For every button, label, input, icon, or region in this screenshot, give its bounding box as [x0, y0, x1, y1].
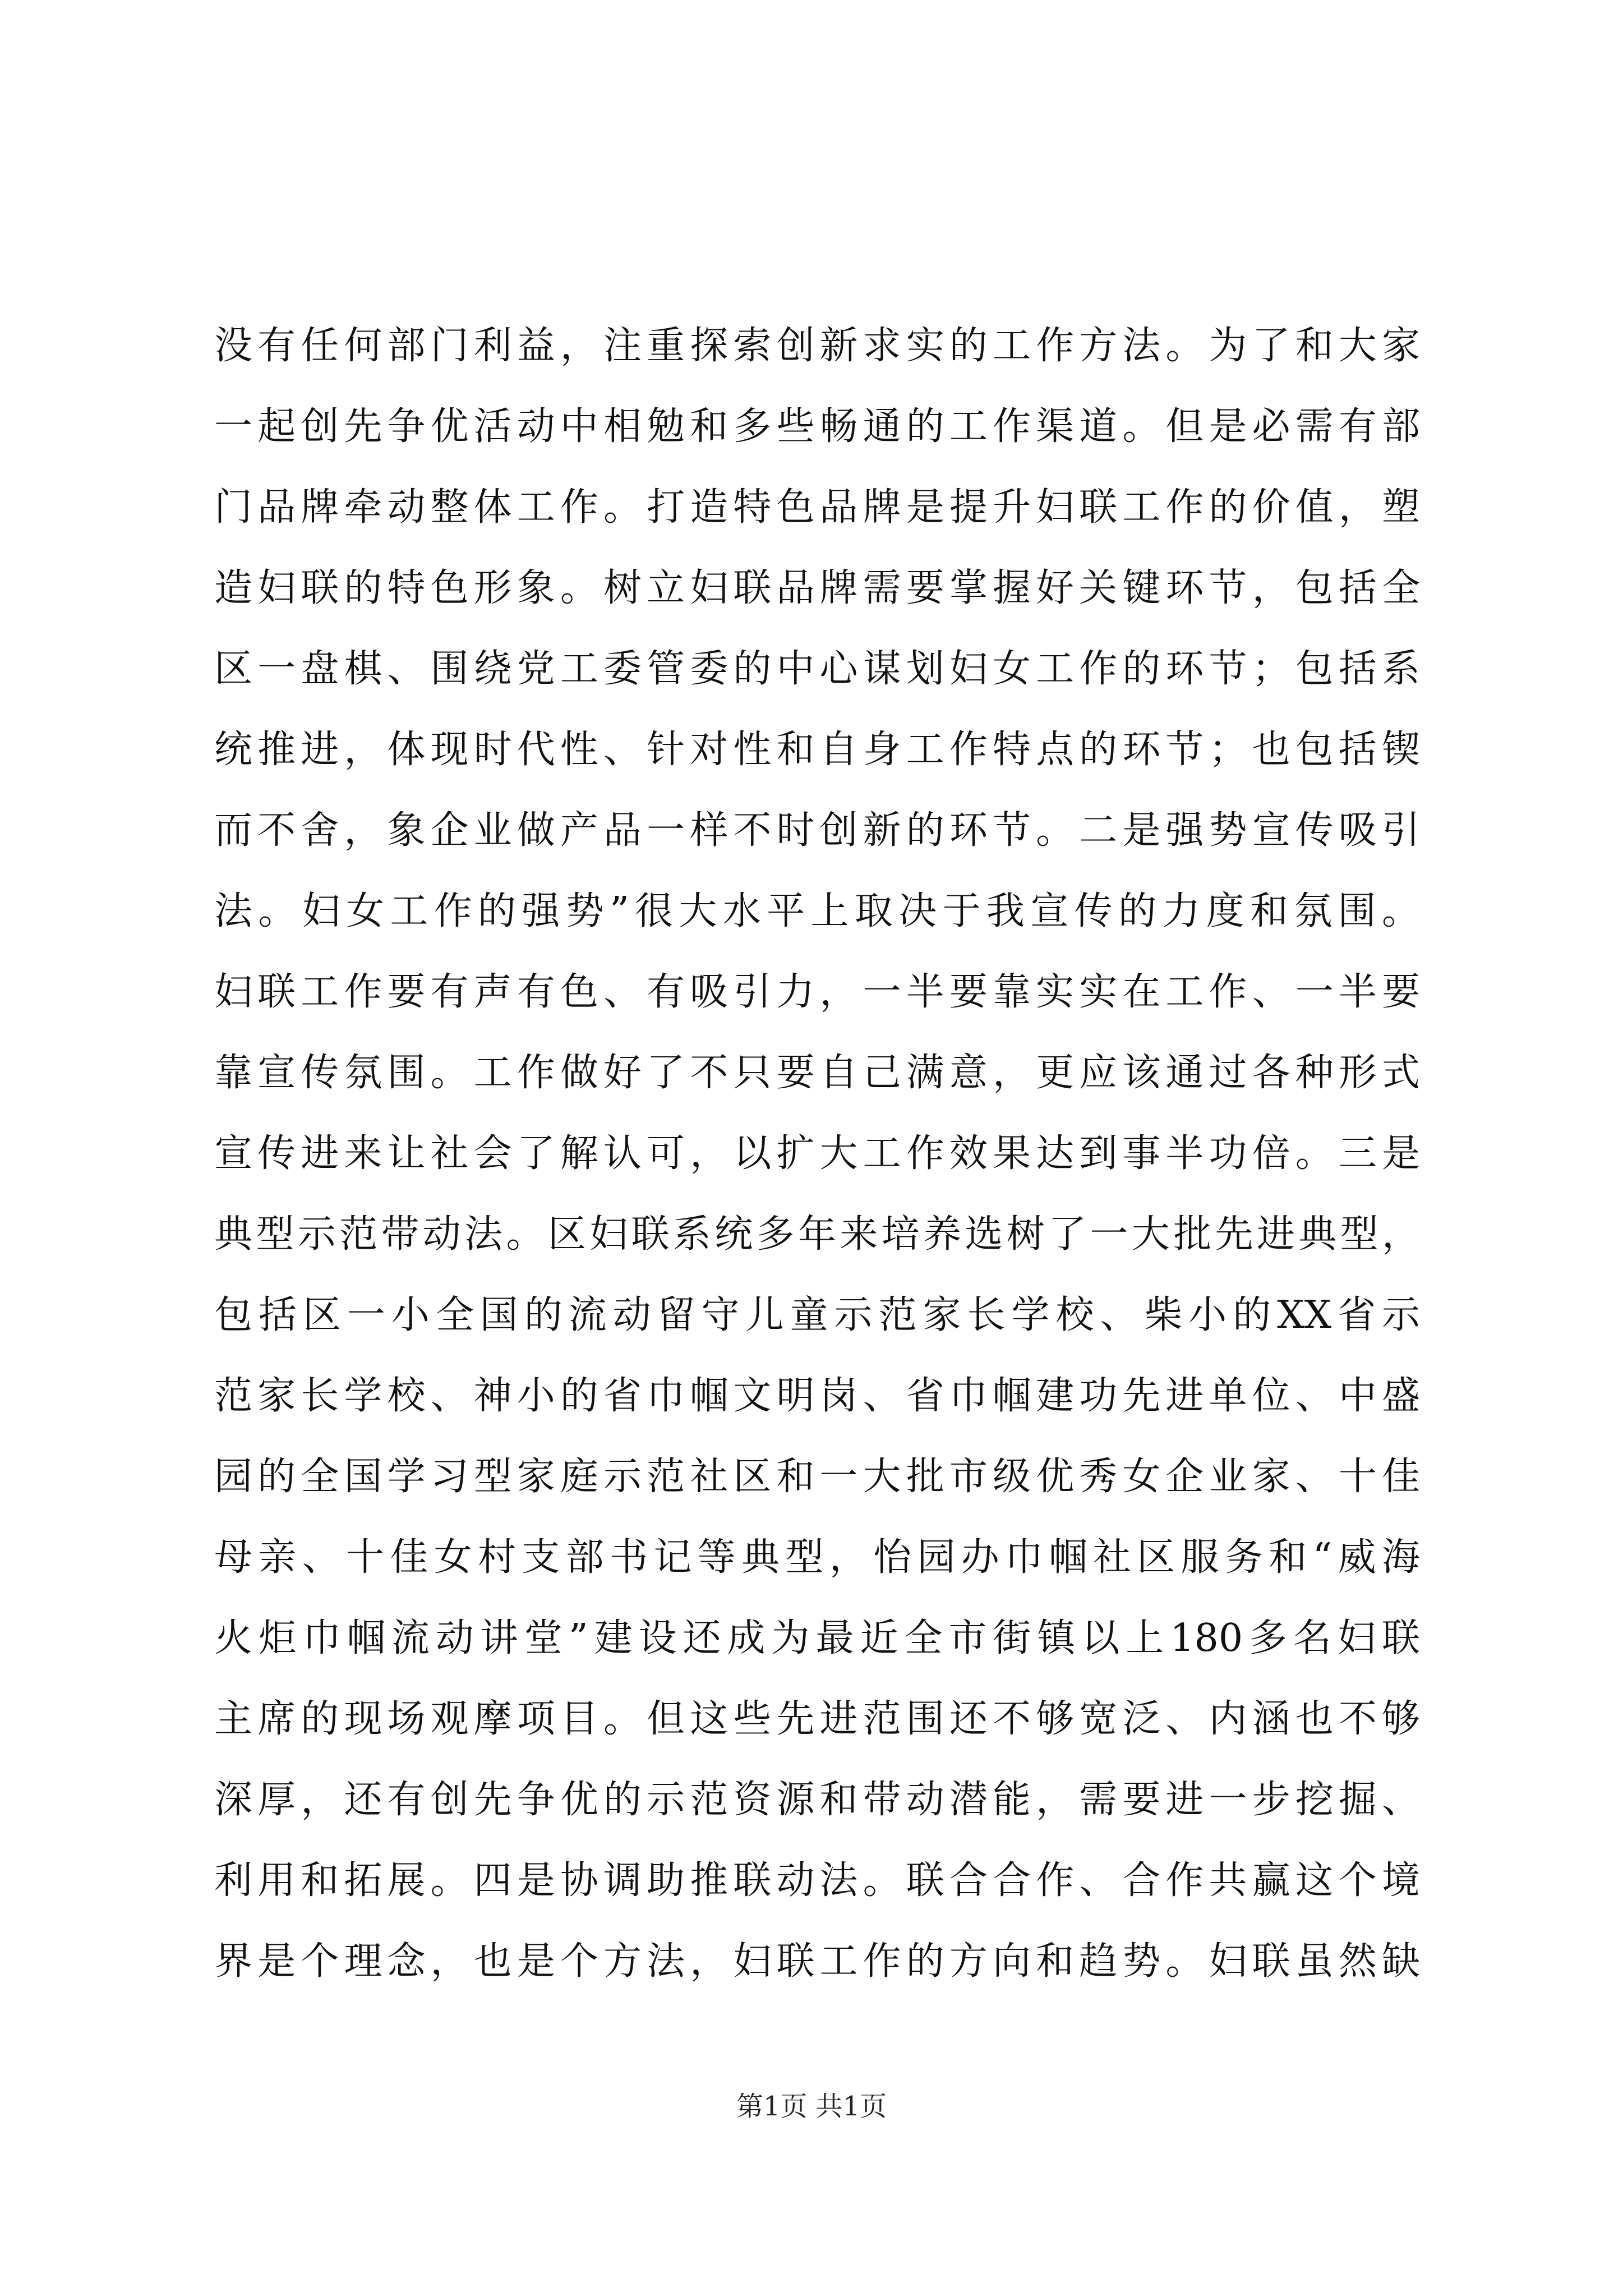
text-line: 区一盘棋、围绕党工委管委的中心谋划妇女工作的环节；包括系 — [214, 647, 1420, 691]
text-line: 门品牌牵动整体工作。打造特色品牌是提升妇联工作的价值，塑 — [214, 485, 1420, 530]
text-line: 妇联工作要有声有色、有吸引力，一半要靠实实在工作、一半要 — [214, 970, 1420, 1014]
text-line: 法。妇女工作的强势”很大水平上取决于我宣传的力度和氛围。 — [214, 889, 1421, 933]
text-line: 而不舍，象企业做产品一样不时创新的环节。二是强势宣传吸引 — [214, 808, 1420, 853]
page-footer: 第1页 共1页 — [736, 2091, 887, 2122]
text-line: 利用和拓展。四是协调助推联动法。联合合作、合作共赢这个境 — [214, 1858, 1420, 1903]
text-line: 包括区一小全国的流动留守儿童示范家长学校、柴小的XX省示 — [214, 1293, 1420, 1337]
text-line: 宣传进来让社会了解认可，以扩大工作效果达到事半功倍。三是 — [214, 1131, 1420, 1176]
text-line: 造妇联的特色形象。树立妇联品牌需要掌握好关键环节，包括全 — [214, 566, 1420, 610]
text-line: 范家长学校、神小的省巾帼文明岗、省巾帼建功先进单位、中盛 — [214, 1374, 1420, 1418]
text-line: 园的全国学习型家庭示范社区和一大批市级优秀女企业家、十佳 — [214, 1455, 1420, 1499]
text-line: 主席的现场观摩项目。但这些先进范围还不够宽泛、内涵也不够 — [214, 1697, 1420, 1741]
text-line: 没有任何部门利益，注重探索创新求实的工作方法。为了和大家 — [214, 324, 1420, 368]
text-line: 一起创先争优活动中相勉和多些畅通的工作渠道。但是必需有部 — [214, 404, 1420, 449]
text-line: 靠宣传氛围。工作做好了不只要自己满意，更应该通过各种形式 — [214, 1051, 1420, 1095]
text-line: 火炬巾帼流动讲堂”建设还成为最近全市街镇以上180多名妇联 — [214, 1616, 1420, 1660]
text-line: 深厚，还有创先争优的示范资源和带动潜能，需要进一步挖掘、 — [214, 1778, 1420, 1822]
text-line: 界是个理念，也是个方法，妇联工作的方向和趋势。妇联虽然缺 — [214, 1939, 1420, 1984]
text-line: 母亲、十佳女村支部书记等典型，怡园办巾帼社区服务和“威海 — [214, 1535, 1420, 1580]
text-line: 典型示范带动法。区妇联系统多年来培养选树了一大批先进典型， — [214, 1212, 1420, 1257]
text-line: 统推进，体现时代性、针对性和自身工作特点的环节；也包括锲 — [214, 728, 1420, 772]
body-text — [214, 306, 1420, 2002]
